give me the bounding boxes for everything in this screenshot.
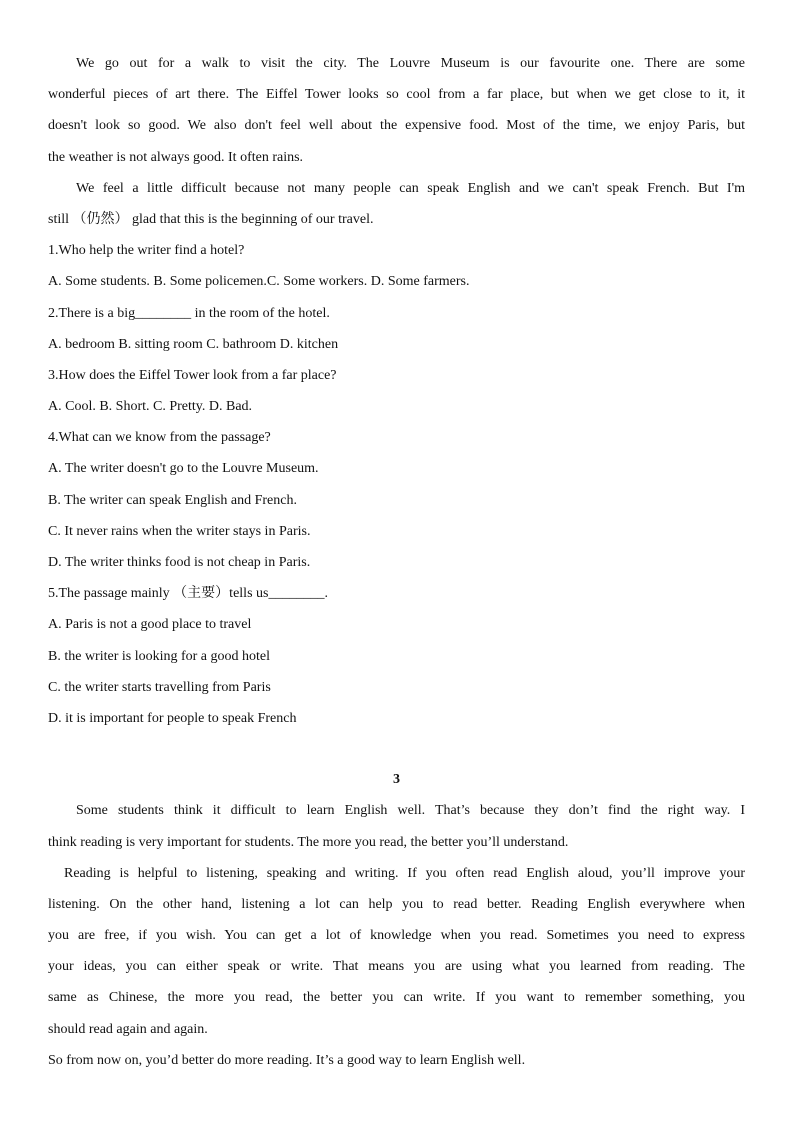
passage-paragraph — [48, 173, 745, 235]
text-line: wonderful pieces of art there. The Eiffel Tower looks so cool from a far place, but when we get close to it, it — [48, 87, 745, 103]
option-b: B. The writer can speak English and French. — [48, 492, 297, 508]
option-b: B. the writer is looking for a good hotel — [48, 648, 271, 664]
text-line: doesn't look so good. We also don't feel well about the expensive food. Most of the time, we enjoy Paris, but — [48, 118, 745, 134]
text-line: your ideas, you can either speak or write. That means you are using what you learned from reading. The — [48, 959, 745, 975]
option-d: D. it is important for people to speak French — [48, 710, 297, 726]
question-1 — [48, 235, 745, 297]
text-line: you are free, if you wish. You can get a lot of knowledge when you read. Sometimes you need to express — [48, 928, 745, 944]
option-c: C. the writer starts travelling from Paris — [48, 679, 271, 695]
text-line: same as Chinese, the more you read, the better you can write. If you want to remember something, you — [48, 990, 745, 1006]
passage-paragraph — [48, 48, 745, 173]
question-options: A. Cool. B. Short. C. Pretty. D. Bad. — [48, 399, 253, 415]
text-line: the weather is not always good. It often rains. — [48, 149, 304, 165]
text-line: think reading is very important for students. The more you read, the better you’ll understand. — [48, 834, 569, 850]
text-line: still （仍然） glad that this is the beginning of our travel. — [48, 211, 374, 227]
question-stem: 4.What can we know from the passage? — [48, 430, 271, 446]
passage-paragraph — [48, 795, 745, 857]
question-stem: 3.How does the Eiffel Tower look from a far place? — [48, 367, 337, 383]
question-options: A. bedroom B. sitting room C. bathroom D. kitchen — [48, 336, 339, 352]
option-c: C. It never rains when the writer stays in Paris. — [48, 523, 311, 539]
passage-paragraph — [48, 858, 745, 1045]
option-a: A. Paris is not a good place to travel — [48, 617, 252, 633]
section-spacer — [48, 734, 745, 764]
text-line: We feel a little difficult because not many people can speak English and we can't speak French. But I'm — [76, 180, 745, 196]
option-a: A. The writer doesn't go to the Louvre Museum. — [48, 461, 319, 477]
question-3 — [48, 360, 745, 422]
text-line: We go out for a walk to visit the city. The Louvre Museum is our favourite one. There are some — [76, 56, 745, 71]
text-line: listening. On the other hand, listening a lot can help you to read better. Reading English everywhere when — [48, 896, 745, 912]
question-stem: 2.There is a big________ in the room of the hotel. — [48, 305, 330, 321]
passage-paragraph: So from now on, you’d better do more reading. It’s a good way to learn English well. — [48, 1052, 526, 1068]
question-stem: 5.The passage mainly （主要）tells us________. — [48, 586, 328, 602]
question-2 — [48, 298, 745, 360]
text-line: Some students think it difficult to learn English well. That’s because they don’t find the right way. I — [76, 803, 745, 819]
question-stem: 1.Who help the writer find a hotel? — [48, 243, 245, 259]
document-page — [48, 48, 745, 1076]
text-line: Reading is helpful to listening, speaking and writing. If you often read English aloud, you’ll improve your — [64, 865, 745, 881]
section-number: 3 — [393, 772, 400, 788]
question-options: A. Some students. B. Some policemen.C. Some workers. D. Some farmers. — [48, 274, 470, 290]
question-4 — [48, 422, 745, 578]
text-line: should read again and again. — [48, 1021, 208, 1037]
option-d: D. The writer thinks food is not cheap in Paris. — [48, 555, 311, 570]
question-5 — [48, 578, 745, 734]
